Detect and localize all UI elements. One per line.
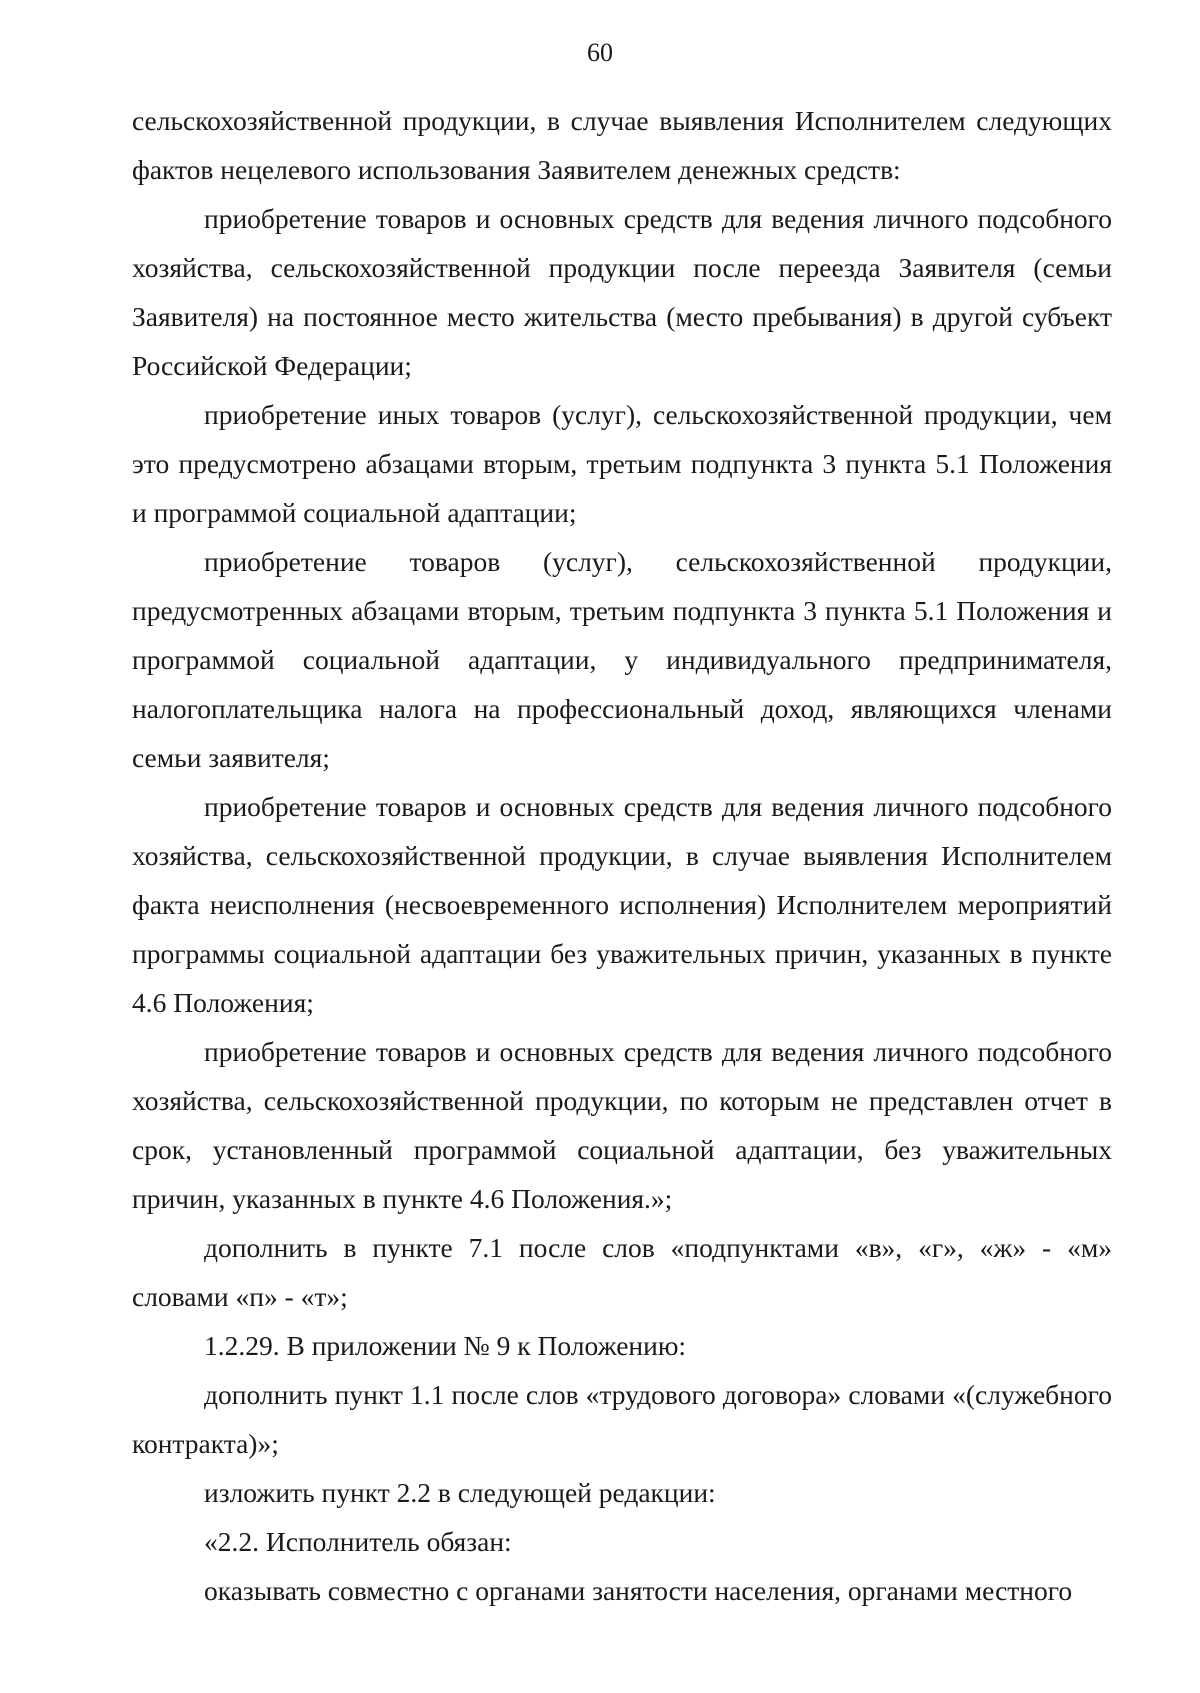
page-number: 60 bbox=[587, 38, 613, 67]
paragraph-item: приобретение товаров (услуг), сельскохозяйственной продукции, предусмотренных абзацами вторым, третьим подпункта 3 пункта 5.1 Положения и программой социальной адаптации, у индивидуального предпринимателя, налогоплательщика налога на профессиональный доход, являющихся членами семьи заявителя; bbox=[132, 546, 1112, 773]
paragraph-item: приобретение товаров и основных средств для ведения личного подсобного хозяйства, сельскохозяйственной продукции, в случае выявления Исполнителем факта неисполнения (несвоевременного исполнения) Исполнителем мероприятий программы социальной адаптации без уважительных причин, указанных в пункте 4.6 Положения; bbox=[132, 791, 1112, 1018]
paragraph-item: дополнить в пункте 7.1 после слов «подпунктами «в», «г», «ж» - «м» словами «п» - «т»; bbox=[132, 1232, 1112, 1312]
paragraph-item: приобретение товаров и основных средств для ведения личного подсобного хозяйства, сельскохозяйственной продукции, по которым не представлен отчет в срок, установленный программой социальной адаптации, без уважительных причин, указанных в пункте 4.6 Положения.»; bbox=[132, 1036, 1112, 1214]
document-body bbox=[132, 96, 1112, 1615]
paragraph-item: изложить пункт 2.2 в следующей редакции: bbox=[204, 1477, 716, 1508]
paragraph-item: «2.2. Исполнитель обязан: bbox=[204, 1526, 512, 1557]
paragraph-item: дополнить пункт 1.1 после слов «трудового договора» словами «(служебного контракта)»; bbox=[132, 1379, 1112, 1459]
paragraph-item: оказывать совместно с органами занятости населения, органами местного bbox=[204, 1575, 1073, 1606]
paragraph-continuation: сельскохозяйственной продукции, в случае выявления Исполнителем следующих фактов нецелевого использования Заявителем денежных средств: bbox=[132, 105, 1112, 185]
paragraph-item: приобретение иных товаров (услуг), сельскохозяйственной продукции, чем это предусмотрено абзацами вторым, третьим подпункта 3 пункта 5.1 Положения и программой социальной адаптации; bbox=[132, 399, 1112, 528]
paragraph-section-heading: 1.2.29. В приложении № 9 к Положению: bbox=[204, 1330, 687, 1361]
paragraph-item: приобретение товаров и основных средств для ведения личного подсобного хозяйства, сельскохозяйственной продукции после переезда Заявителя (семьи Заявителя) на постоянное место жительства (место пребывания) в другой субъект Российской Федерации; bbox=[132, 203, 1112, 381]
